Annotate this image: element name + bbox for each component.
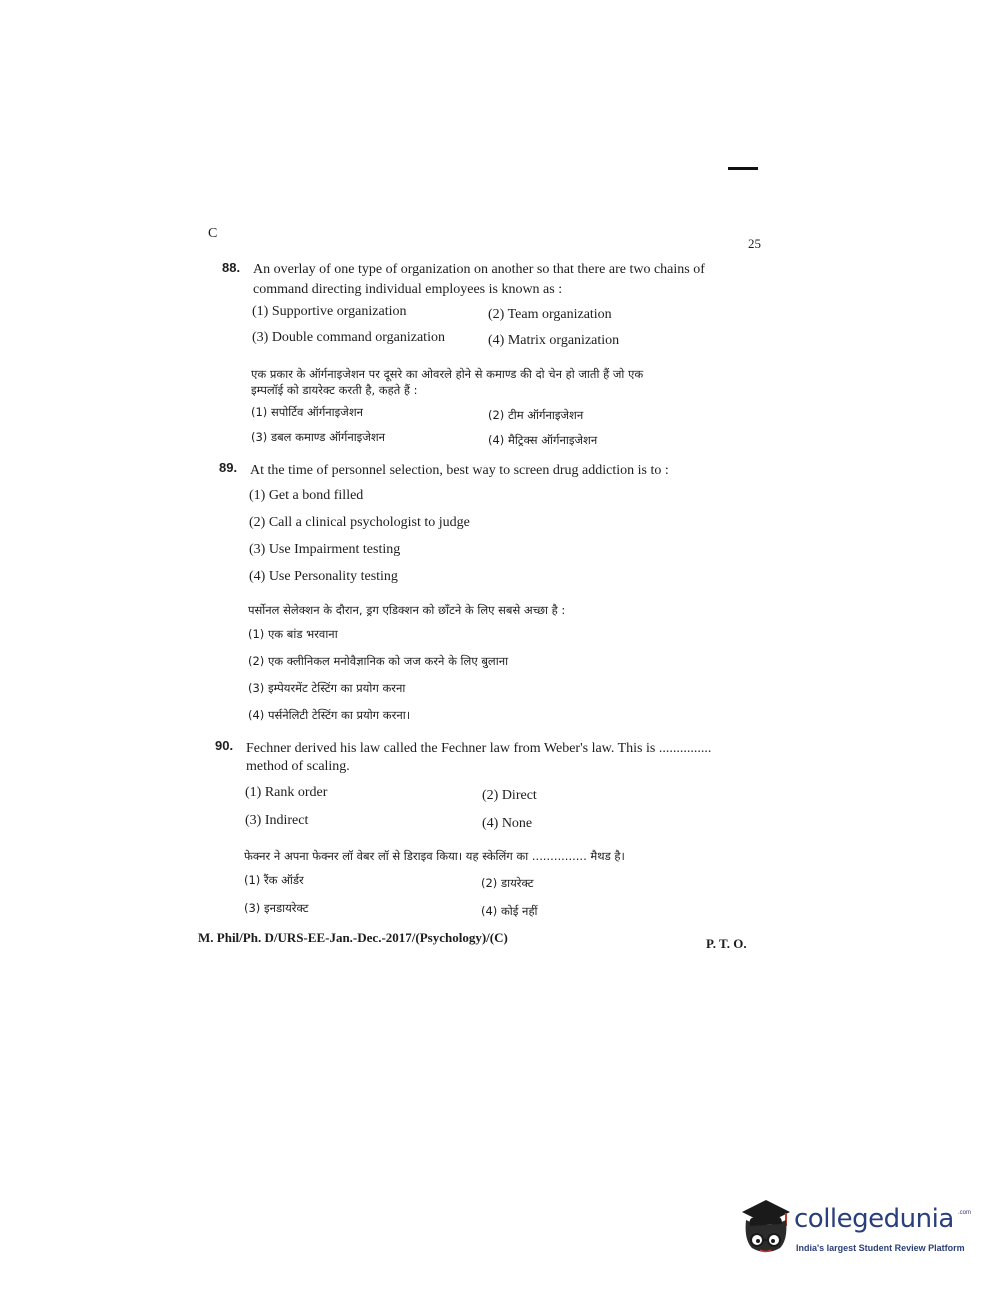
- option-en-3: (3) Double command organization: [252, 330, 445, 345]
- question-text-en-cont: command directing individual employees is known as :: [253, 282, 563, 297]
- top-rule: [728, 167, 758, 170]
- question-text-hi: पर्सोनल सेलेक्शन के दौरान, ड्रग एडिक्शन को छाँटने के लिए सबसे अच्छा है :: [248, 603, 566, 617]
- collegedunia-wordmark: collegedunia: [794, 1204, 954, 1234]
- option-hi-3: (3) इम्पेयरमेंट टेस्टिंग का प्रयोग करना: [248, 681, 406, 695]
- question-text-en: An overlay of one type of organization on another so that there are two chains of: [253, 262, 705, 277]
- option-hi-1: (1) रैंक ऑर्डर: [244, 873, 304, 887]
- option-hi-1: (1) सपोर्टिव ऑर्गनाइजेशन: [251, 405, 364, 419]
- option-hi-2: (2) एक क्लीनिकल मनोवैज्ञानिक को जज करने के लिए बुलाना: [248, 654, 509, 668]
- question-text-en-cont: method of scaling.: [246, 759, 350, 774]
- option-hi-4: (4) पर्सनेलिटी टेस्टिंग का प्रयोग करना।: [248, 708, 411, 722]
- collegedunia-com: .com: [958, 1210, 972, 1216]
- question-text-en: Fechner derived his law called the Fechner law from Weber's law. This is ...............: [246, 741, 712, 756]
- option-en-4: (4) None: [482, 816, 533, 831]
- collegedunia-mascot-icon: [736, 1196, 794, 1260]
- question-number: 88.: [222, 260, 241, 275]
- option-hi-2: (2) डायरेक्ट: [481, 876, 534, 890]
- option-en-2: (2) Direct: [482, 788, 537, 803]
- option-en-2: (2) Team organization: [488, 307, 612, 322]
- option-hi-3: (3) इनडायरेक्ट: [244, 901, 309, 915]
- option-en-2: (2) Call a clinical psychologist to judge: [249, 515, 470, 530]
- question-text-en: At the time of personnel selection, best way to screen drug addiction is to :: [250, 463, 669, 478]
- option-en-4: (4) Use Personality testing: [249, 569, 398, 584]
- option-en-1: (1) Rank order: [245, 785, 328, 800]
- option-en-4: (4) Matrix organization: [488, 333, 620, 348]
- collegedunia-watermark: [736, 1196, 972, 1266]
- option-en-3: (3) Indirect: [245, 813, 309, 828]
- paper-code: M. Phil/Ph. D/URS-EE-Jan.-Dec.-2017/(Psychology)/(C): [198, 930, 508, 945]
- option-en-1: (1) Supportive organization: [252, 304, 407, 319]
- option-hi-4: (4) कोई नहीं: [481, 904, 538, 918]
- option-hi-2: (2) टीम ऑर्गनाइजेशन: [488, 408, 584, 422]
- section-letter: C: [208, 226, 218, 241]
- question-number: 89.: [219, 460, 238, 475]
- pto-label: P. T. O.: [706, 936, 747, 951]
- option-en-3: (3) Use Impairment testing: [249, 542, 401, 557]
- option-en-1: (1) Get a bond filled: [249, 488, 364, 503]
- question-text-hi: फेक्नर ने अपना फेक्नर लॉ वेबर लॉ से डिराइव किया। यह स्केलिंग का ............... मैथड है।: [244, 849, 625, 863]
- collegedunia-tagline: India's largest Student Review Platform: [796, 1243, 965, 1253]
- option-hi-3: (3) डबल कमाण्ड ऑर्गनाइजेशन: [251, 430, 386, 444]
- question-text-hi: एक प्रकार के ऑर्गनाइजेशन पर दूसरे का ओवरले होने से कमाण्ड की दो चेन हो जाती हैं जो एक: [251, 367, 644, 381]
- option-hi-4: (4) मैट्रिक्स ऑर्गनाइजेशन: [488, 433, 598, 447]
- option-hi-1: (1) एक बांड भरवाना: [248, 627, 338, 641]
- question-number: 90.: [215, 738, 234, 753]
- question-text-hi-cont: इम्पलॉई को डायरेक्ट करती है, कहते हैं :: [251, 383, 418, 397]
- page-number: 25: [748, 236, 761, 251]
